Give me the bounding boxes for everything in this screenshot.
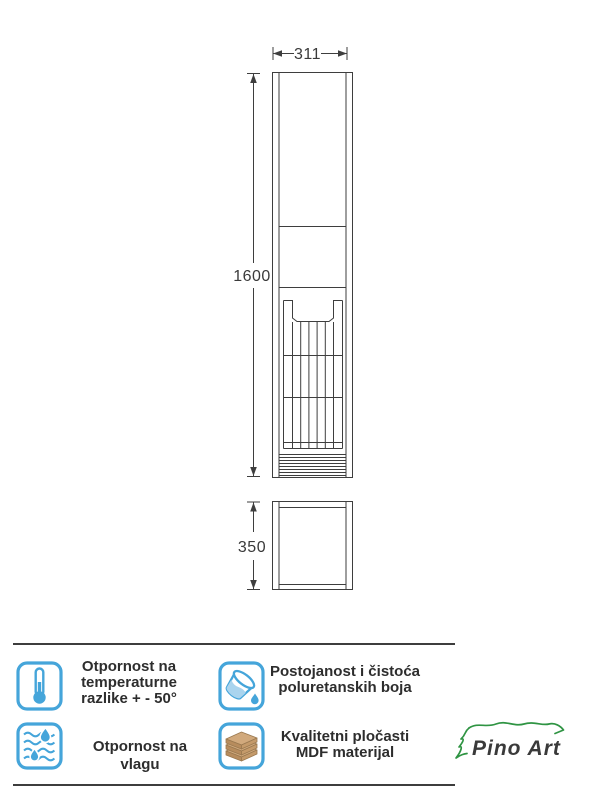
feature-mdf-line1: Kvalitetni pločasti	[280, 728, 410, 745]
feature-temperature	[74, 659, 184, 707]
thermometer-icon	[16, 661, 63, 716]
arrowhead-right-icon	[338, 50, 347, 57]
dimension-width-label: 311	[293, 46, 322, 63]
feature-temperature-line2: temperaturne	[81, 674, 177, 691]
brand-logo	[452, 717, 570, 774]
separator-bottom	[13, 784, 455, 786]
paint-bucket-icon	[218, 661, 265, 716]
moisture-icon	[16, 722, 63, 775]
side-view-drawing	[273, 502, 353, 590]
arrowhead-left-icon	[273, 50, 282, 57]
front-view-drawing	[273, 73, 353, 478]
cabinet-outline	[273, 73, 353, 478]
dimension-width	[273, 46, 347, 63]
arrowhead-up-icon	[250, 74, 257, 83]
feature-temperature-line1: Otpornost na	[81, 658, 177, 675]
logo-text: Pino Art	[472, 737, 561, 760]
dimension-depth	[238, 502, 266, 590]
dimension-height	[233, 74, 271, 477]
dimension-height-label: 1600	[233, 268, 271, 285]
feature-moisture	[72, 738, 208, 774]
feature-paint	[266, 664, 424, 696]
feature-moisture-line1: Otpornost na vlagu	[92, 738, 188, 773]
arrowhead-down-icon	[250, 580, 257, 589]
mdf-boards-icon	[218, 722, 265, 775]
arrowhead-down-icon	[250, 467, 257, 476]
feature-mdf-line2: MDF materijal	[295, 744, 395, 761]
feature-paint-line1: Postojanost i čistoća	[269, 663, 421, 680]
dimension-depth-label: 350	[237, 539, 267, 556]
feature-paint-line2: poluretanskih boja	[278, 679, 412, 696]
feature-temperature-line3: razlike + - 50°	[81, 690, 177, 707]
arrowhead-up-icon	[250, 503, 257, 512]
separator-top	[13, 643, 455, 645]
feature-mdf	[266, 729, 424, 761]
